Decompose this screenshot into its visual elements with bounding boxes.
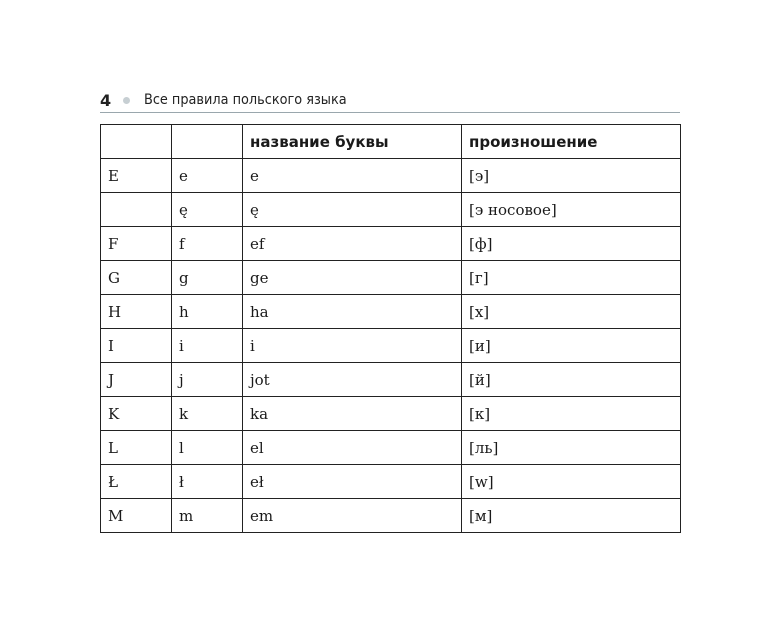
table-row: [101, 431, 681, 465]
pronunciation: [w]: [462, 465, 681, 499]
lowercase-letter: j: [172, 363, 243, 397]
uppercase-letter: G: [101, 261, 172, 295]
table-header-row: [101, 125, 681, 159]
lowercase-letter: e: [172, 159, 243, 193]
table-row: [101, 295, 681, 329]
pronunciation: [х]: [462, 295, 681, 329]
letter-name: eł: [243, 465, 462, 499]
page-number: 4: [100, 90, 112, 110]
table-row: [101, 465, 681, 499]
letter-name: ef: [243, 227, 462, 261]
letter-name: jot: [243, 363, 462, 397]
letter-name: el: [243, 431, 462, 465]
table-row: [101, 397, 681, 431]
lowercase-letter: f: [172, 227, 243, 261]
pronunciation: [э]: [462, 159, 681, 193]
lowercase-letter: i: [172, 329, 243, 363]
header-divider: [100, 112, 680, 113]
letter-name: ę: [243, 193, 462, 227]
alphabet-table: [100, 124, 681, 533]
table-row: [101, 363, 681, 397]
running-title: Все правила польского языка: [144, 92, 347, 108]
letter-name: ka: [243, 397, 462, 431]
uppercase-letter: L: [101, 431, 172, 465]
pronunciation: [г]: [462, 261, 681, 295]
uppercase-letter: F: [101, 227, 172, 261]
bullet-dot-icon: [123, 97, 130, 104]
pronunciation: [э носовое]: [462, 193, 681, 227]
pronunciation: [к]: [462, 397, 681, 431]
uppercase-letter: J: [101, 363, 172, 397]
column-header-pronunciation: произношение: [462, 125, 681, 159]
uppercase-letter: Ł: [101, 465, 172, 499]
uppercase-letter: I: [101, 329, 172, 363]
table-row: [101, 261, 681, 295]
pronunciation: [ф]: [462, 227, 681, 261]
table-row: [101, 193, 681, 227]
lowercase-letter: g: [172, 261, 243, 295]
uppercase-letter: E: [101, 159, 172, 193]
letter-name: em: [243, 499, 462, 533]
pronunciation: [и]: [462, 329, 681, 363]
uppercase-letter: H: [101, 295, 172, 329]
table-row: [101, 159, 681, 193]
lowercase-letter: k: [172, 397, 243, 431]
lowercase-letter: m: [172, 499, 243, 533]
pronunciation: [м]: [462, 499, 681, 533]
page-header: [100, 88, 680, 112]
uppercase-letter: [101, 193, 172, 227]
uppercase-letter: K: [101, 397, 172, 431]
table-row: [101, 329, 681, 363]
lowercase-letter: ł: [172, 465, 243, 499]
column-header-uppercase: [101, 125, 172, 159]
table-row: [101, 227, 681, 261]
table-row: [101, 499, 681, 533]
pronunciation: [й]: [462, 363, 681, 397]
letter-name: e: [243, 159, 462, 193]
column-header-letter-name: название буквы: [243, 125, 462, 159]
pronunciation: [ль]: [462, 431, 681, 465]
uppercase-letter: M: [101, 499, 172, 533]
lowercase-letter: l: [172, 431, 243, 465]
lowercase-letter: ę: [172, 193, 243, 227]
letter-name: ge: [243, 261, 462, 295]
lowercase-letter: h: [172, 295, 243, 329]
letter-name: ha: [243, 295, 462, 329]
column-header-lowercase: [172, 125, 243, 159]
letter-name: i: [243, 329, 462, 363]
